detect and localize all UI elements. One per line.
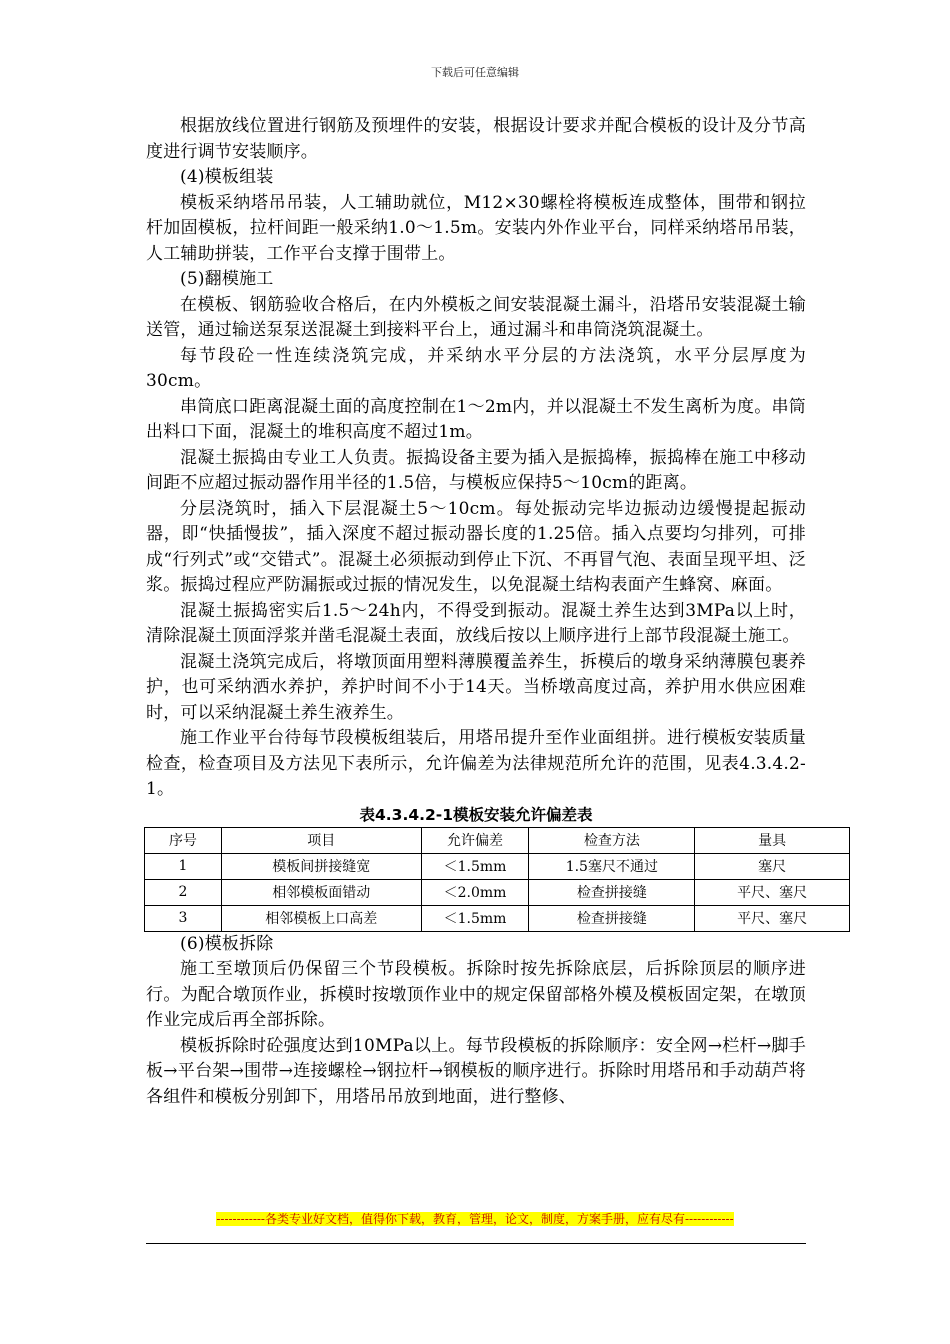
document-body (146, 114, 806, 1110)
paragraph: 模板拆除时砼强度达到10MPa以上。每节段模板的拆除顺序：安全网→栏杆→脚手板→平台架→围带→连接螺栓→钢拉杆→钢模板的顺序进行。拆除时用塔吊和手动葫芦将各组件和模板分别卸下，用塔吊吊放到地面，进行整修、 (146, 1035, 806, 1107)
table-header-cell: 允许偏差 (421, 827, 529, 853)
table-cell: ＜1.5mm (421, 905, 529, 931)
table-cell: 相邻模板上口高差 (221, 905, 421, 931)
table-cell: 检查拼接缝 (529, 905, 695, 931)
table-header-row (145, 827, 850, 853)
table-cell: 检查拼接缝 (529, 879, 695, 905)
table-cell: ＜2.0mm (421, 879, 529, 905)
table-cell: 1.5塞尺不通过 (529, 853, 695, 879)
table-cell: 1 (145, 853, 222, 879)
table-title: 表4.3.4.2-1模板安装允许偏差表 (359, 805, 593, 824)
table-row (145, 879, 850, 905)
table-header-cell: 序号 (145, 827, 222, 853)
table-header-cell: 量具 (695, 827, 850, 853)
paragraph: 混凝土振捣密实后1.5～24h内，不得受到振动。混凝土养生达到3MPa以上时，清除混凝土顶面浮浆并凿毛混凝土表面，放线后按以上顺序进行上部节段混凝土施工。 (146, 600, 806, 646)
paragraph: 施工作业平台待每节段模板组装后，用塔吊提升至作业面组拼。进行模板安装质量检查，检查项目及方法见下表所示，允许偏差为法律规范所允许的范围，见表4.3.4.2-1。 (146, 728, 806, 799)
paragraph: 混凝土振捣由专业工人负责。振捣设备主要为插入是振捣棒，振捣棒在施工中移动间距不应超过振动器作用半径的1.5倍，与模板应保持5～10cm的距离。 (146, 447, 806, 493)
tolerance-table (144, 827, 850, 932)
paragraph: 根据放线位置进行钢筋及预埋件的安装，根据设计要求并配合模板的设计及分节高度进行调节安装顺序。 (146, 116, 806, 162)
table-cell: 塞尺 (695, 853, 850, 879)
table-cell: 相邻模板面错动 (221, 879, 421, 905)
paragraph: 每节段砼一性连续浇筑完成，并采纳水平分层的方法浇筑，水平分层厚度为30cm。 (146, 345, 806, 391)
paragraph: 模板采纳塔吊吊装，人工辅助就位，M12×30螺栓将模板连成整体，围带和钢拉杆加固模板，拉杆间距一般采纳1.0～1.5m。安装内外作业平台，同样采纳塔吊吊装，人工辅助拼装，工作平台支撑于围带上。 (146, 192, 806, 264)
paragraph: 施工至墩顶后仍保留三个节段模板。拆除时按先拆除底层，后拆除顶层的顺序进行。为配合墩顶作业，拆模时按墩顶作业中的规定保留部格外模及模板固定架，在墩顶作业完成后再全部拆除。 (146, 959, 806, 1030)
table-cell: 3 (145, 905, 222, 931)
section-heading-formwork-assembly: (4)模板组装 (180, 167, 274, 187)
table-cell: ＜1.5mm (421, 853, 529, 879)
paragraph: 分层浇筑时，插入下层混凝土5～10cm。每处振动完毕边振动边缓慢提起振动器，即“快插慢拔”，插入深度不超过振动器长度的1.25倍。插入点要均匀排列，可排成“行列式”或“交错式”。混凝土必须振动到停止下沉、不再冒气泡、表面呈现平坦、泛浆。振捣过程应严防漏振或过振的情况发生，以免混凝土结构表面产生蜂窝、麻面。 (146, 498, 806, 595)
footer-note-text: ------------各类专业好文档，值得你下载，教育，管理，论文，制度，方案手册，应有尽有------------ (216, 1212, 734, 1226)
footer-divider (146, 1243, 806, 1244)
table-cell: 平尺、塞尺 (695, 905, 850, 931)
footer-note (160, 1212, 790, 1226)
paragraph: 混凝土浇筑完成后，将墩顶面用塑料薄膜覆盖养生，拆模后的墩身采纳薄膜包裹养护，也可采纳洒水养护，养护时间不小于14天。当桥墩高度过高，养护用水供应困难时，可以采纳混凝土养生液养生。 (146, 651, 806, 723)
section-heading-formwork-removal: (6)模板拆除 (180, 933, 274, 954)
table-cell: 模板间拼接缝宽 (221, 853, 421, 879)
paragraph: 在模板、钢筋验收合格后，在内外模板之间安装混凝土漏斗，沿塔吊安装混凝土输送管，通过输送泵泵送混凝土到接料平台上，通过漏斗和串筒浇筑混凝土。 (146, 294, 806, 340)
paragraph: 串筒底口距离混凝土面的高度控制在1～2m内，并以混凝土不发生离析为度。串筒出料口下面，混凝土的堆积高度不超过1m。 (146, 396, 806, 442)
table-row (145, 905, 850, 931)
table-cell: 2 (145, 879, 222, 905)
table-header-cell: 项目 (221, 827, 421, 853)
page-header: 下载后可任意编辑 (431, 66, 519, 79)
section-heading-flip-formwork: (5)翻模施工 (180, 269, 274, 289)
table-cell: 平尺、塞尺 (695, 879, 850, 905)
table-header-cell: 检查方法 (529, 827, 695, 853)
table-row (145, 853, 850, 879)
